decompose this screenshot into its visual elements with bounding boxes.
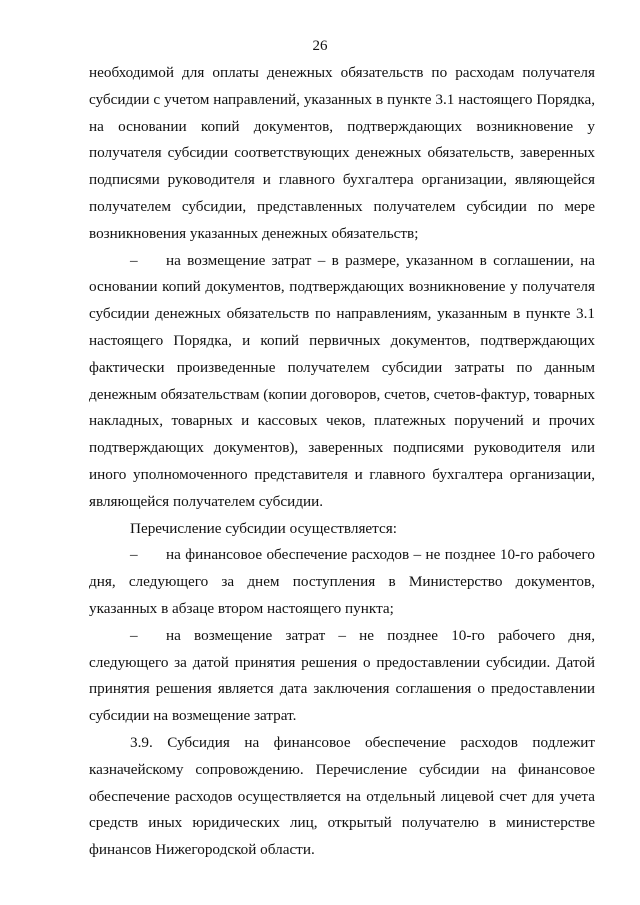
- paragraph-continuation: [89, 60, 595, 248]
- page-number: 26: [312, 38, 328, 54]
- paragraph-text: Перечисление субсидии осуществляется:: [130, 519, 397, 537]
- paragraph-text: на финансовое обеспечение расходов – не позднее 10-го рабочего дня, следующего за днем поступления в Министерство документов, указанных в абзаце втором настоящего пункта;: [89, 546, 595, 617]
- list-dash: –: [130, 251, 138, 269]
- list-dash: –: [130, 626, 138, 644]
- paragraph-3-9: [89, 730, 595, 864]
- list-item-reimbursement-documents: [89, 248, 595, 516]
- list-dash: –: [130, 546, 138, 564]
- paragraph-text: на возмещение затрат – не позднее 10-го рабочего дня, следующего за датой принятия решения о предоставлении субсидии. Датой принятия решения является дата заключения соглашения о предоставлении субсидии на возмещение затрат.: [89, 626, 595, 725]
- list-item-reimbursement-deadline: [89, 623, 595, 730]
- paragraph-transfer-intro: [89, 516, 595, 543]
- paragraph-text: 3.9. Субсидия на финансовое обеспечение расходов подлежит казначейскому сопровождению. Перечисление субсидии на финансовое обеспечение расходов осуществляется на отдельный лицевой счет для учета средств иных юридических лиц, открытый получателю в министерстве финансов Нижегородской области.: [89, 733, 595, 859]
- list-item-financing-deadline: [89, 542, 595, 622]
- paragraph-text: на возмещение затрат – в размере, указанном в соглашении, на основании копий документов, подтверждающих возникновение у получателя субсидии денежных обязательств по направлениям, указанным в пункте 3.1 настоящего Порядка, и копий первичных документов, подтверждающих фактически произведенные получателем субсидии затраты по данным денежным обязательствам (копии договоров, счетов, счетов-фактур, товарных накладных, товарных и кассовых чеков, платежных поручений и прочих подтверждающих документов), заверенных подписями руководителя или иного уполномоченного представителя и главного бухгалтера организации, являющейся получателем субсидии.: [89, 251, 595, 510]
- paragraph-text: необходимой для оплаты денежных обязательств по расходам получателя субсидии с учетом направлений, указанных в пункте 3.1 настоящего Порядка, на основании копий документов, подтверждающих возникновение у получателя субсидии соответствующих денежных обязательств, заверенных подписями руководителя и главного бухгалтера организации, являющейся получателем субсидии, представленных получателем субсидии по мере возникновения указанных денежных обязательств;: [89, 64, 595, 242]
- document-body: [89, 60, 595, 864]
